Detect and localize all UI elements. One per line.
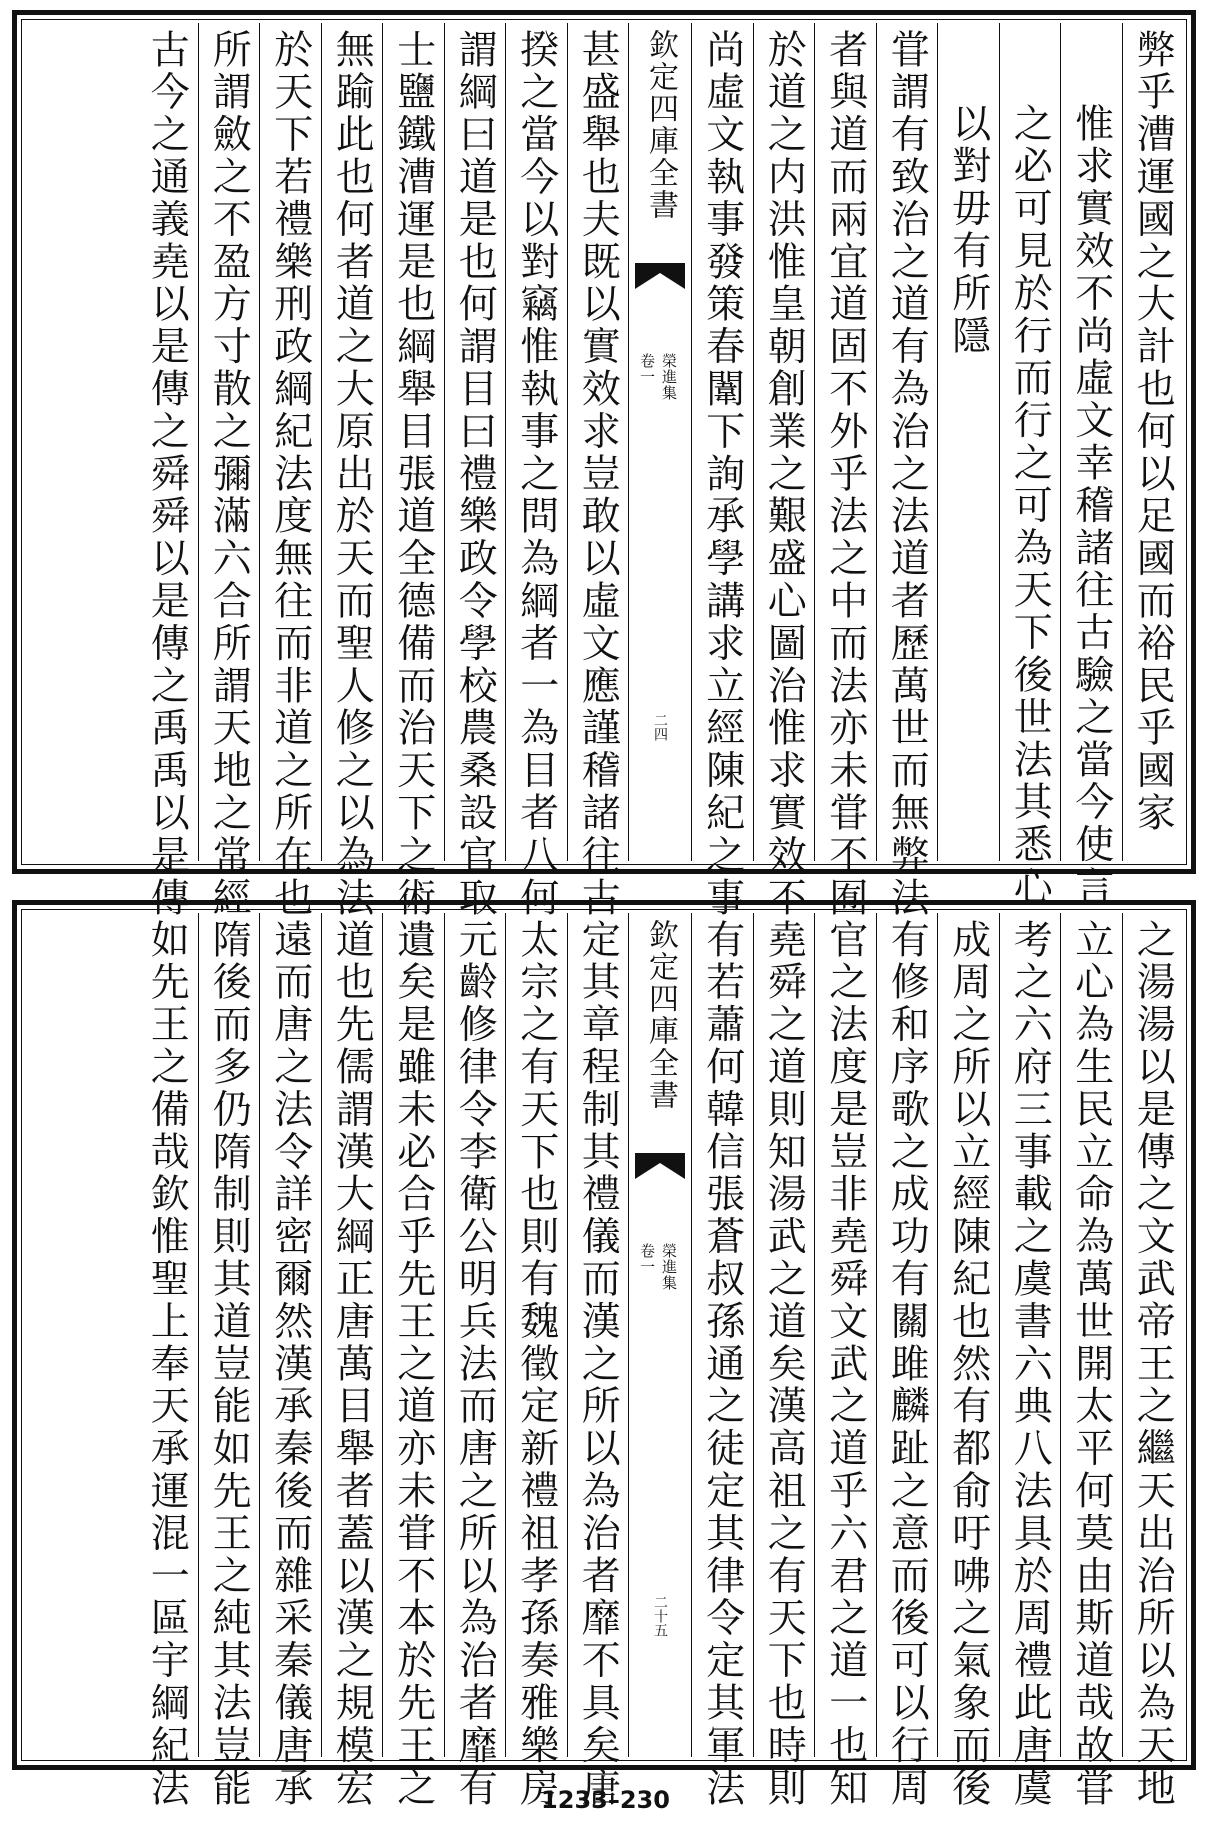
text-column bbox=[505, 913, 567, 1810]
text-line: 惟求實效不尚虛文幸稽諸往古驗之當今使言 bbox=[1068, 103, 1114, 909]
text-line: 遠而唐之法令詳密爾然漢承秦後而雜采秦儀唐承 bbox=[267, 919, 313, 1810]
text-line: 如先王之備哉欽惟聖上奉天承運混一區宇綱紀法 bbox=[144, 919, 190, 1810]
text-line: 成周之所以立經陳紀也然有都俞吁咈之氣象而後 bbox=[945, 919, 991, 1810]
center-margin-column bbox=[628, 23, 691, 861]
text-line: 甚盛舉也夫既以實效求豈敢以虛文應謹稽諸往古 bbox=[575, 29, 621, 920]
text-line: 堯舜之道則知湯武之道矣漢高祖之有天下也時則 bbox=[761, 919, 807, 1810]
text-line: 太宗之有天下也則有魏徵定新禮祖孝孫奏雅樂房 bbox=[513, 919, 559, 1810]
text-column bbox=[567, 913, 629, 1810]
text-line: 有若蕭何韓信張蒼叔孫通之徒定其律令定其軍法 bbox=[699, 919, 745, 1810]
text-column bbox=[505, 23, 567, 920]
text-column bbox=[198, 913, 260, 1810]
text-line: 遺矣是雖未必合乎先王之道亦未甞不本於先王之 bbox=[390, 919, 436, 1810]
text-line: 揆之當今以對竊惟執事之問為綱者一為目者八何 bbox=[513, 29, 559, 920]
fish-tail-mark bbox=[635, 1153, 685, 1179]
text-line: 考之六府三事載之虞書六典八法具於周禮此唐虞 bbox=[1007, 919, 1053, 1810]
text-column bbox=[259, 913, 321, 1810]
text-column bbox=[321, 913, 383, 1810]
text-column bbox=[444, 913, 506, 1810]
fish-tail-mark bbox=[635, 263, 685, 289]
text-column bbox=[444, 23, 506, 920]
page-panel-top bbox=[12, 10, 1196, 920]
text-line: 無踰此也何者道之大原出於天而聖人修之以為法 bbox=[329, 29, 375, 920]
text-line: 謂綱曰道是也何謂目曰禮樂政令學校農桑設官取 bbox=[452, 29, 498, 920]
volume-label: 卷一 bbox=[638, 1243, 656, 1275]
text-line: 弊乎漕運國之大計也何以足國而裕民乎國家 bbox=[1130, 29, 1176, 835]
text-line: 古今之通義堯以是傳之舜舜以是傳之禹禹以是傳 bbox=[144, 29, 190, 920]
text-column bbox=[382, 913, 444, 1810]
text-line: 道也先儒謂漢大綱正唐萬目舉者蓋以漢之規模宏 bbox=[329, 919, 375, 1810]
text-column bbox=[691, 913, 753, 1810]
text-line: 定其章程制其禮儀而漢之所以為治者靡不具矣唐 bbox=[575, 919, 621, 1810]
leaf-number: 二四 bbox=[652, 713, 668, 741]
collection-name: 榮進集 bbox=[660, 1243, 678, 1291]
text-column bbox=[1060, 913, 1122, 1810]
text-column bbox=[691, 23, 753, 920]
volume-label: 卷一 bbox=[638, 353, 656, 385]
text-line: 之湯湯以是傳之文武帝王之繼天出治所以為天地 bbox=[1130, 919, 1176, 1810]
text-column bbox=[937, 913, 999, 1810]
text-line: 以對毋有所隱 bbox=[945, 103, 991, 358]
text-column bbox=[753, 913, 815, 1810]
text-column bbox=[876, 913, 938, 1810]
text-column bbox=[321, 23, 383, 920]
text-line: 於天下若禮樂刑政綱紀法度無往而非道之所在也 bbox=[267, 29, 313, 920]
text-line: 者與道而兩宜道固不外乎法之中而法亦未甞不囿 bbox=[822, 29, 868, 920]
text-column bbox=[1122, 913, 1184, 1810]
text-column bbox=[876, 23, 938, 920]
text-columns-top bbox=[25, 23, 1183, 920]
text-column bbox=[567, 23, 629, 920]
text-line: 甞謂有致治之道有為治之法道者歷萬世而無弊法 bbox=[884, 29, 930, 920]
text-column bbox=[814, 23, 876, 920]
book-title: 欽定四庫全書 bbox=[643, 919, 678, 1111]
text-line: 元齡修律令李衛公明兵法而唐之所以為治者靡有 bbox=[452, 919, 498, 1810]
text-column bbox=[259, 23, 321, 920]
text-line: 尚虛文執事發策春闈下詢承學講求立經陳紀之事 bbox=[699, 29, 745, 920]
text-line: 之必可見於行而行之可為天下後世法其悉心 bbox=[1007, 103, 1053, 909]
text-line: 立心為生民立命為萬世開太平何莫由斯道哉故甞 bbox=[1068, 919, 1114, 1810]
text-column bbox=[937, 23, 999, 861]
text-column bbox=[753, 23, 815, 920]
text-line: 有修和序歌之成功有關雎麟趾之意而後可以行周 bbox=[884, 919, 930, 1810]
text-column bbox=[814, 913, 876, 1810]
center-margin-column bbox=[628, 913, 691, 1757]
text-column bbox=[1060, 23, 1122, 909]
text-line: 隋後而多仍隋制則其道豈能如先王之純其法豈能 bbox=[206, 919, 252, 1810]
text-column bbox=[198, 23, 260, 920]
leaf-number: 二十五 bbox=[652, 1595, 668, 1637]
text-line: 所謂斂之不盈方寸散之彌滿六合所謂天地之常經 bbox=[206, 29, 252, 920]
text-line: 於道之内洪惟皇朝創業之艱盛心圖治惟求實效不 bbox=[761, 29, 807, 920]
text-line: 士鹽鐵漕運是也綱舉目張道全德備而治天下之術 bbox=[390, 29, 436, 920]
collection-name: 榮進集 bbox=[660, 353, 678, 401]
text-column bbox=[382, 23, 444, 920]
text-column bbox=[999, 913, 1061, 1810]
text-column bbox=[999, 23, 1061, 909]
page-footer-number: 1233–230 bbox=[541, 1786, 670, 1814]
text-line: 官之法度是豈非堯舜文武之道乎六君之道一也知 bbox=[822, 919, 868, 1810]
text-column bbox=[136, 23, 198, 920]
book-title: 欽定四庫全書 bbox=[643, 29, 678, 221]
text-column bbox=[1122, 23, 1184, 861]
text-column bbox=[136, 913, 198, 1810]
